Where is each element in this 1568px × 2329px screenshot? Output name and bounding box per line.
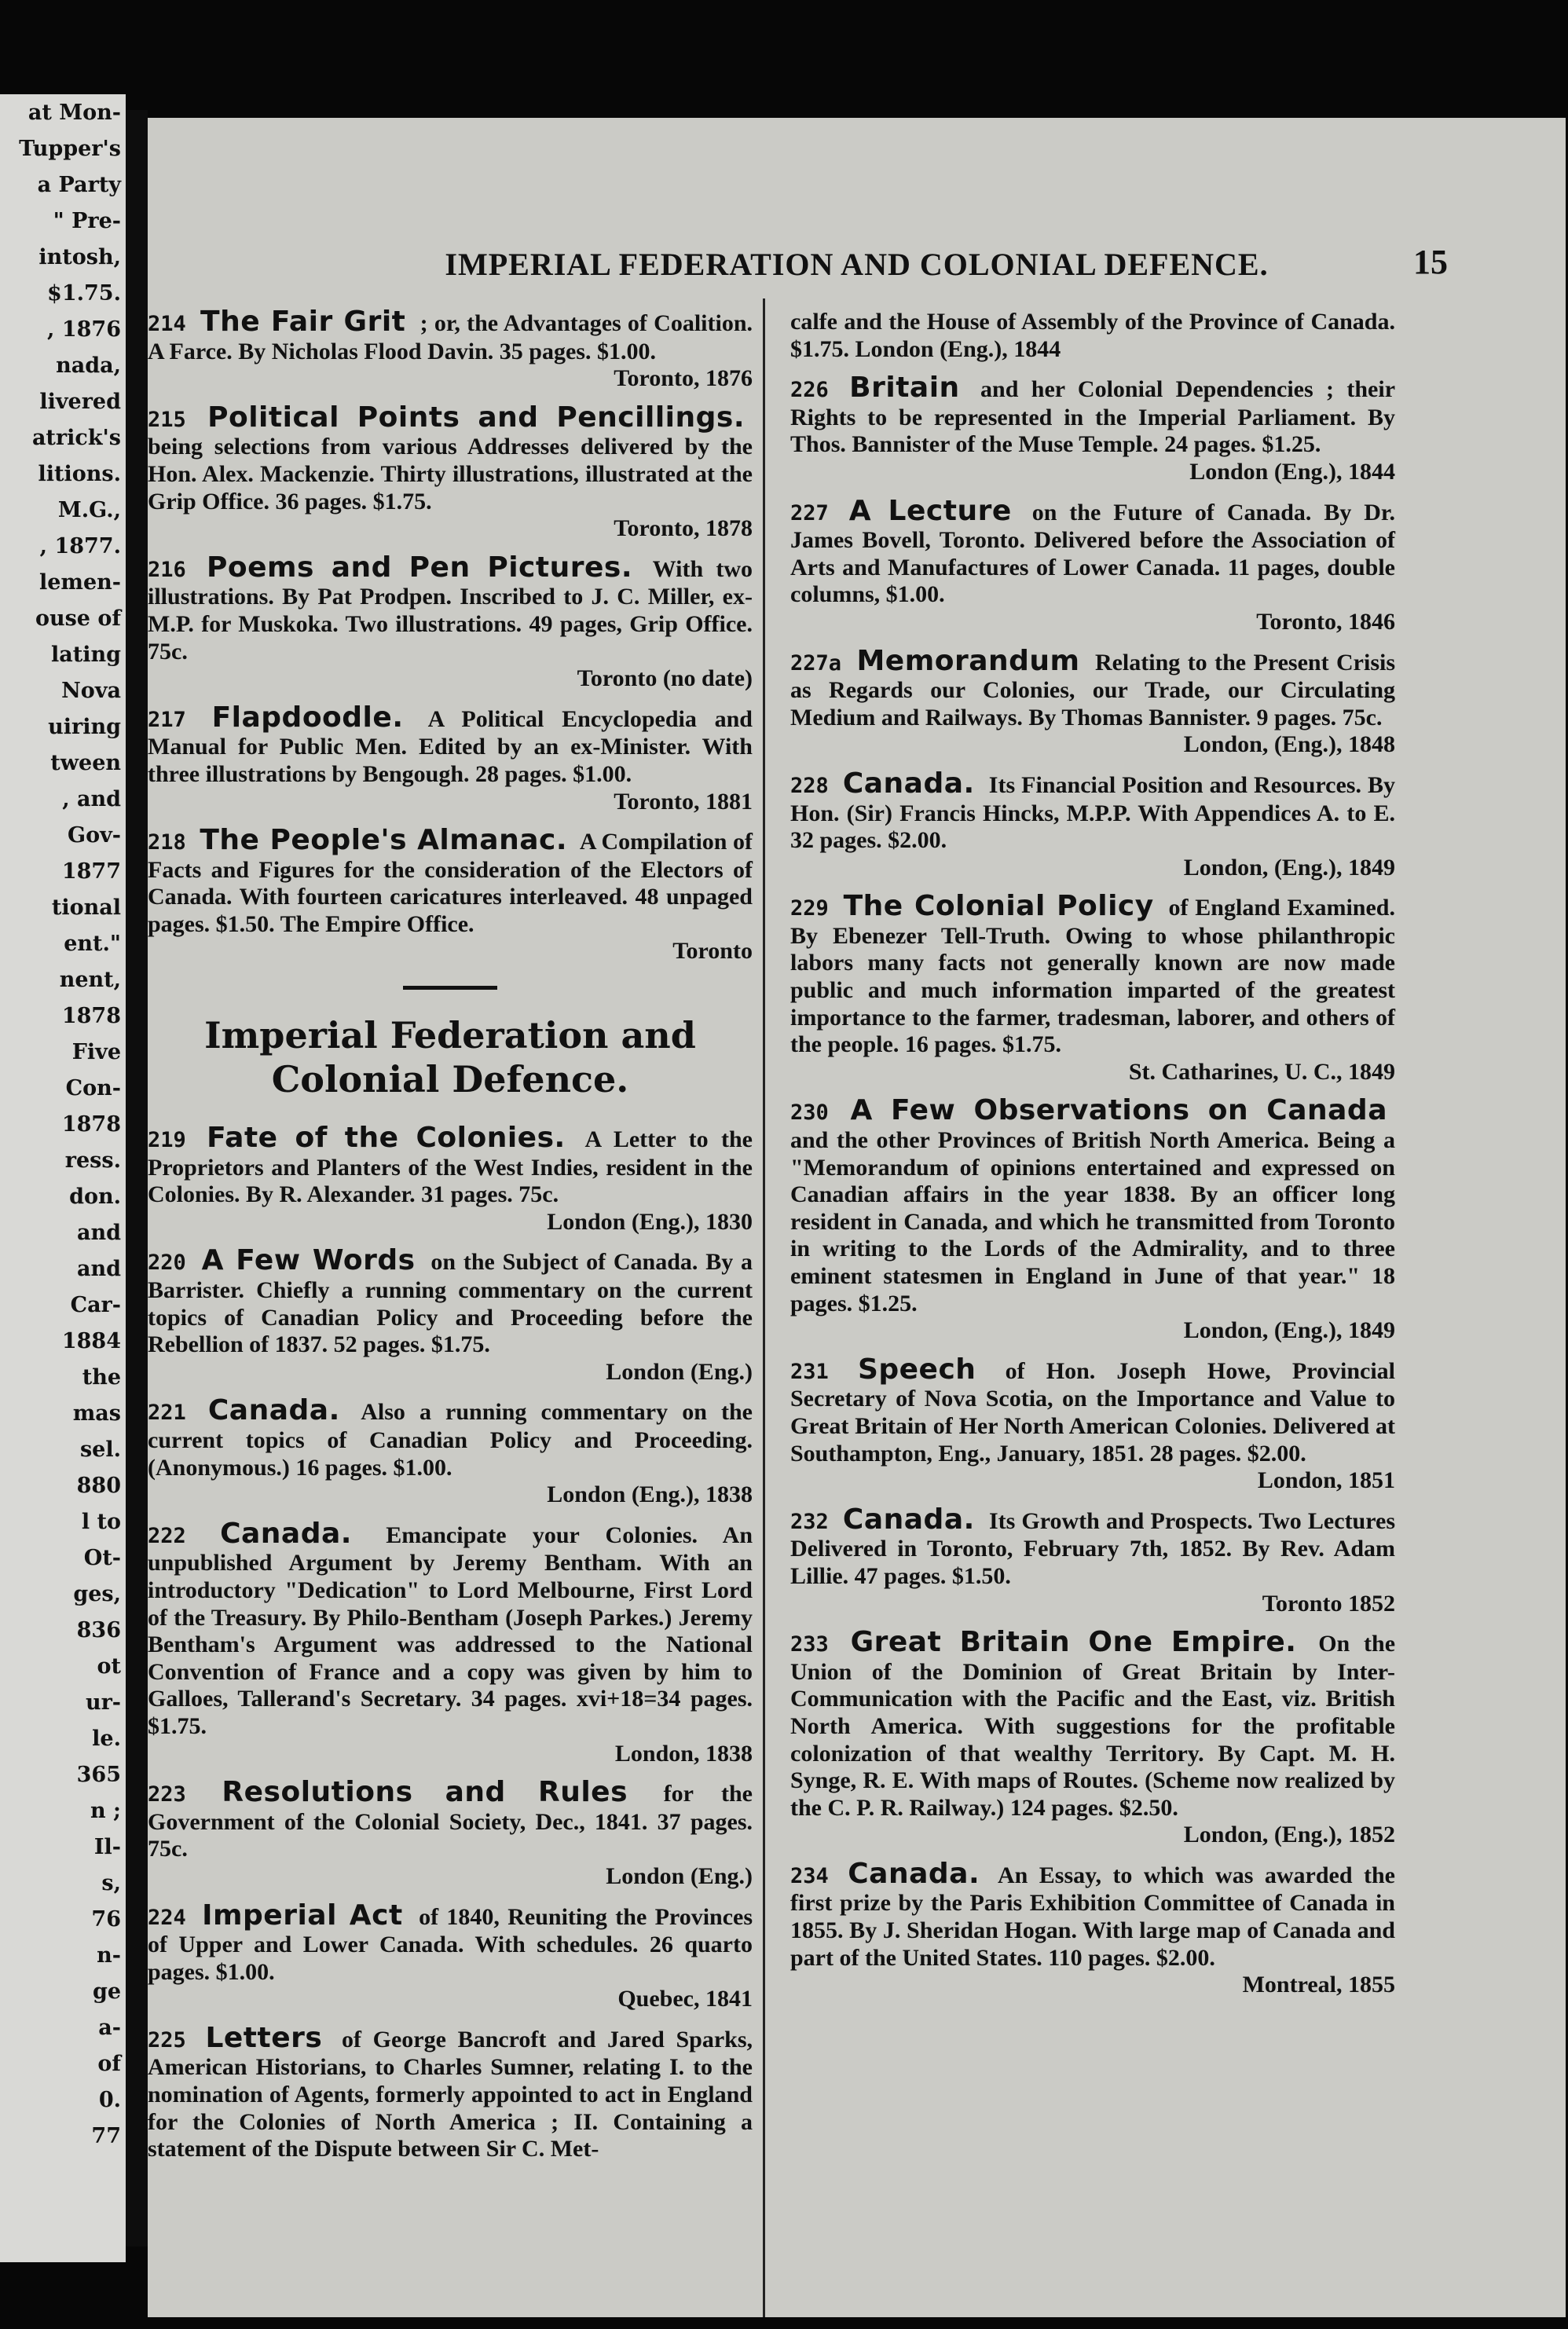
adjacent-page-fragment: ouse of xyxy=(35,606,121,631)
entry-body: being selections from various Addresses delivered by the Hon. Alex. Mackenzie. Thirty illustrations, illustrated at the Grip Office. 36 pages. $1.75. xyxy=(148,434,753,515)
adjacent-page-fragment: Car- xyxy=(70,1293,121,1317)
entry-number: 231 xyxy=(790,1359,829,1384)
entry-body: of Hon. Joseph Howe, Provincial Secretary of Nova Scotia, on the Importance and Value to Great Britain of Her North American Colonies. Delivered at Southampton, Eng., January, 1851. 28 pages. $2.00. xyxy=(790,1357,1395,1467)
right-column-entries xyxy=(790,372,1396,1999)
adjacent-page-fragment: livered xyxy=(39,390,121,414)
column-rule xyxy=(763,298,765,2317)
entry-title: The Fair Grit xyxy=(200,306,406,338)
adjacent-page-fragment: $1.75. xyxy=(47,281,121,306)
adjacent-page-fragment: a Party xyxy=(37,173,121,197)
entry-imprint: London (Eng.) xyxy=(606,1358,753,1385)
entry-title: A Few Observations on Canada xyxy=(850,1094,1387,1127)
catalog-entry xyxy=(148,824,753,965)
catalog-entry xyxy=(790,1857,1395,1999)
adjacent-page-fragment: intosh, xyxy=(38,245,121,269)
entry-body: Emancipate your Colonies. An unpublished Argument by Jeremy Bentham. With an introductory "Dedication" to Lord Melbourne, First Lord of the Treasury. By Philo-Bentham (Joseph Parkes.) Jeremy Bentham's Argument was addressed to the National Convention of France and a copy was given by him to Galloes, Tallerand's Secretary. 34 pages. xvi+18=34 pages. $1.75. xyxy=(148,1522,753,1739)
adjacent-page-fragment: Five xyxy=(71,1040,121,1064)
adjacent-page-fragment: ur- xyxy=(85,1690,121,1715)
catalog-entry xyxy=(790,890,1395,1086)
catalog-entry xyxy=(148,2021,753,2163)
entries-before-section xyxy=(148,306,753,965)
entry-body: Also a running commentary on the current topics of Canadian Policy and Proceeding. (Anonymous.) 16 pages. $1.00. xyxy=(148,1399,753,1481)
entry-number: 214 xyxy=(148,312,186,336)
adjacent-page-fragment: 1878 xyxy=(61,1004,121,1028)
adjacent-page-fragment: Tupper's xyxy=(19,137,121,161)
adjacent-page-fragment: ge xyxy=(92,1979,121,2004)
section-heading: Imperial Federation and Colonial Defence. xyxy=(204,1014,696,1101)
entry-body: of 1840, Reuniting the Provinces of Upper and Lower Canada. With schedules. 26 quarto pages. $1.00. xyxy=(148,1903,753,1985)
adjacent-page-fragment: le. xyxy=(92,1727,121,1751)
adjacent-page-fragment: 836 xyxy=(76,1618,121,1642)
entry-imprint: London, (Eng.), 1852 xyxy=(1183,1822,1395,1848)
entry-number: 233 xyxy=(790,1632,829,1657)
entry-title: A Lecture xyxy=(848,494,1012,527)
entry-number: 215 xyxy=(148,407,186,432)
entry-title: Canada. xyxy=(220,1517,352,1550)
entry-imprint: Toronto (no date) xyxy=(577,665,753,692)
entry-imprint: St. Catharines, U. C., 1849 xyxy=(1128,1058,1395,1085)
catalog-entry xyxy=(790,1353,1395,1495)
entry-title: Political Points and Pencillings. xyxy=(207,401,745,434)
adjacent-page-fragment: 880 xyxy=(76,1474,121,1498)
entry-body: ; or, the Advantages of Coalition. A Farce. By Nicholas Flood Davin. 35 pages. $1.00. xyxy=(148,310,753,364)
adjacent-page-fragment: Con- xyxy=(65,1076,121,1100)
catalog-entry xyxy=(790,1503,1396,1617)
entry-number: 220 xyxy=(148,1251,186,1276)
catalog-entry xyxy=(790,1094,1395,1344)
catalog-entry xyxy=(790,767,1396,881)
catalog-entry xyxy=(148,1776,753,1890)
right-column xyxy=(790,309,1395,2011)
adjacent-page-fragment: Il- xyxy=(93,1835,121,1859)
adjacent-page-fragment: atrick's xyxy=(31,426,121,450)
entry-number: 219 xyxy=(148,1128,186,1153)
entry-body: On the Union of the Dominion of Great Britain by Inter-Communication with the Pacific and the East, viz. British North America. With suggestions for the profitable colonization of that wealthy Territory. By Capt. M. H. Synge, R. E. With maps of Routes. (Scheme now realized by the C. P. R. Railway.) 124 pages. $2.50. xyxy=(790,1631,1396,1821)
entry-body: With two illustrations. By Pat Prodpen. Inscribed to J. C. Miller, ex-M.P. for Muskoka. Two illustrations. 49 pages, Grip Office. 75c. xyxy=(148,555,753,665)
entry-number: 223 xyxy=(148,1782,186,1807)
adjacent-page-fragment: a- xyxy=(98,2016,121,2040)
section-divider xyxy=(403,986,497,990)
book-gutter xyxy=(126,110,148,2247)
entry-imprint: London (Eng.), 1844 xyxy=(1189,458,1395,485)
entry-imprint: London, 1838 xyxy=(614,1740,753,1767)
adjacent-page-fragment: ress. xyxy=(64,1148,121,1173)
entry-title: Canada. xyxy=(207,1394,340,1427)
entry-body: An Essay, to which was awarded the first prize by the Paris Exhibition Committee of Canada in 1855. By J. Sheridan Hogan. With large map of Canada and part of the United States. 110 pages. $2.00. xyxy=(790,1862,1395,1971)
entry-imprint: Toronto, 1881 xyxy=(614,788,753,815)
entry-imprint: Toronto 1852 xyxy=(1262,1590,1395,1617)
adjacent-page-fragment: uiring xyxy=(48,715,121,739)
entry-number: 227 xyxy=(790,500,829,525)
entry-body: on the Future of Canada. By Dr. James Bovell, Toronto. Delivered before the Association of Arts and Manufactures of Lower Canada. 11 pages, double columns, $1.00. xyxy=(790,499,1395,608)
entry-number: 228 xyxy=(790,773,829,798)
adjacent-page-fragment: 365 xyxy=(76,1763,121,1787)
adjacent-page-fragment: don. xyxy=(69,1185,121,1209)
entry-body: for the Government of the Colonial Society, Dec., 1841. 37 pages. 75c. xyxy=(148,1781,753,1862)
continued-entry-text: calfe and the House of Assembly of the Province of Canada. $1.75. London (Eng.), 1844 xyxy=(790,309,1395,362)
entry-number: 224 xyxy=(148,1905,186,1930)
entry-imprint: London, (Eng.), 1848 xyxy=(1183,731,1395,758)
entry-body: on the Subject of Canada. By a Barrister. Chiefly a running commentary on the current topics of Canadian Policy and Proceeding before the Rebellion of 1837. 52 pages. $1.75. xyxy=(148,1249,753,1358)
entry-body: Relating to the Present Crisis as Regards our Colonies, our Trade, our Circulating Medium and Railways. By Thomas Bannister. 9 pages. 75c. xyxy=(790,649,1396,731)
entry-title: Great Britain One Empire. xyxy=(850,1626,1297,1659)
adjacent-page-fragment: 1878 xyxy=(61,1112,121,1137)
adjacent-page-fragment: Gov- xyxy=(68,823,121,848)
entry-body: and the other Provinces of British North America. Being a "Memorandum of opinions entertained and expressed on Canadian affairs in the year 1838. By an officer long resident in Canada, and which he transmitted from Toronto in writing to the Lords of the Admirality, and to three eminent statesmen in England in June of that year." 18 pages. $1.25. xyxy=(790,1127,1395,1316)
entry-body: of England Examined. By Ebenezer Tell-Truth. Owing to whose philanthropic labors many facts not generally known are now made public and much information imparted of the greatest importance to the farmer, tradesman, laborer, and others of the people. 16 pages. $1.75. xyxy=(790,895,1395,1058)
entry-imprint: Montreal, 1855 xyxy=(1242,1972,1395,1998)
adjacent-page-fragment: mas xyxy=(72,1401,121,1426)
entry-title: Memorandum xyxy=(856,644,1080,677)
catalog-entry xyxy=(790,494,1395,636)
catalog-entry xyxy=(148,306,753,393)
entry-title: Poems and Pen Pictures. xyxy=(207,551,632,584)
adjacent-page-fragment: nent, xyxy=(59,968,121,992)
entry-number: 222 xyxy=(148,1523,186,1548)
adjacent-page-fragment: the xyxy=(82,1365,121,1390)
entry-imprint: Toronto, 1876 xyxy=(614,365,753,392)
entry-body: of George Bancroft and Jared Sparks, American Historians, to Charles Sumner, relating I. to the nomination of Agents, formerly appointed to act in England for the Colonies of North America ; II. Containing a statement of the Dispute between Sir C. Met- xyxy=(148,2026,753,2162)
page-number: 15 xyxy=(1413,243,1448,281)
entry-number: 234 xyxy=(790,1863,829,1888)
adjacent-page-fragment: 77 xyxy=(91,2124,121,2148)
adjacent-page-fragment: ges, xyxy=(73,1582,121,1606)
entry-imprint: London, 1851 xyxy=(1257,1467,1395,1494)
entry-title: Imperial Act xyxy=(202,1899,403,1932)
adjacent-page-fragment: l to xyxy=(81,1510,121,1534)
entry-number: 221 xyxy=(148,1401,186,1426)
entry-body: A Political Encyclopedia and Manual for Public Men. Edited by an ex-Minister. With three illustrations by Bengough. 28 pages. $1.00. xyxy=(148,705,753,787)
entry-title: Canada. xyxy=(848,1857,980,1890)
catalog-entry xyxy=(790,644,1396,759)
adjacent-page-fragment: " Pre- xyxy=(53,209,121,233)
catalog-entry xyxy=(148,401,753,543)
entry-title: Canada. xyxy=(842,1503,975,1536)
adjacent-page-fragment: Nova xyxy=(61,679,121,703)
catalog-entry xyxy=(148,1899,753,2013)
adjacent-page-fragment: 76 xyxy=(91,1907,121,1932)
adjacent-page-fragment: 1877 xyxy=(61,859,121,884)
entry-imprint: Quebec, 1841 xyxy=(617,1986,753,2012)
adjacent-page-fragment: and xyxy=(76,1221,121,1245)
adjacent-page-fragment: litions. xyxy=(38,462,121,486)
catalog-entry xyxy=(148,701,753,815)
adjacent-page-fragment: ent." xyxy=(64,932,121,956)
entry-title: Flapdoodle. xyxy=(211,701,404,734)
entry-imprint: London, (Eng.), 1849 xyxy=(1183,1317,1395,1344)
adjacent-page-fragment: , 1876 xyxy=(47,317,121,342)
adjacent-page-fragment: ot xyxy=(97,1654,121,1679)
catalog-entry xyxy=(148,1394,753,1508)
adjacent-page-fragment: M.G., xyxy=(57,498,121,522)
entry-number: 227a xyxy=(790,650,842,676)
adjacent-page-fragment: n ; xyxy=(90,1799,121,1823)
adjacent-page-fragment: of xyxy=(97,2052,121,2076)
adjacent-page-fragment: 1884 xyxy=(61,1329,121,1353)
entry-body: and her Colonial Dependencies ; their Rights to be represented in the Imperial Parliament. By Thos. Bannister of the Muse Temple. 24 pages. $1.25. xyxy=(790,376,1396,458)
entry-title: Fate of the Colonies. xyxy=(207,1122,566,1155)
catalog-entry xyxy=(790,372,1396,485)
entry-imprint: Toronto, 1878 xyxy=(614,515,753,542)
entry-body: Its Financial Position and Resources. By Hon. (Sir) Francis Hincks, M.P.P. With Appendices A. to E. 32 pages. $2.00. xyxy=(790,771,1396,854)
catalog-entry xyxy=(148,551,753,693)
entry-number: 230 xyxy=(790,1100,829,1126)
entry-number: 225 xyxy=(148,2027,186,2053)
adjacent-page-fragment: Ot- xyxy=(83,1546,121,1570)
book-page xyxy=(148,118,1566,2317)
adjacent-page-fragment: n- xyxy=(97,1943,121,1968)
entry-number: 218 xyxy=(148,830,186,855)
entry-imprint: Toronto, 1846 xyxy=(1256,608,1395,635)
adjacent-page-fragment: and xyxy=(76,1257,121,1281)
entry-number: 217 xyxy=(148,707,186,732)
entry-body: A Compilation of Facts and Figures for the consideration of the Electors of Canada. With fourteen caricatures interleaved. 48 unpaged pages. $1.50. The Empire Office. xyxy=(148,829,753,937)
adjacent-page-edge xyxy=(0,94,126,2262)
adjacent-page-fragment: nada, xyxy=(56,353,121,378)
catalog-entry xyxy=(790,1626,1396,1849)
adjacent-page-fragment: tween xyxy=(50,751,121,775)
adjacent-page-fragment: s, xyxy=(101,1871,121,1895)
entry-body: Its Growth and Prospects. Two Lectures Delivered in Toronto, February 7th, 1852. By Rev. Adam Lillie. 47 pages. $1.50. xyxy=(790,1507,1396,1589)
entry-imprint: London (Eng.) xyxy=(606,1862,753,1889)
adjacent-page-fragment: lemen- xyxy=(38,570,121,595)
entry-title: Speech xyxy=(857,1353,976,1386)
left-column xyxy=(148,306,753,2175)
adjacent-page-fragment: , and xyxy=(62,787,121,811)
entry-title: Resolutions and Rules xyxy=(222,1776,628,1809)
running-head: IMPERIAL FEDERATION AND COLONIAL DEFENCE. xyxy=(445,247,1269,282)
entry-title: The People's Almanac. xyxy=(200,824,568,857)
adjacent-page-fragment: lating xyxy=(51,643,121,667)
adjacent-page-fragment: , 1877. xyxy=(39,534,121,558)
catalog-entry xyxy=(148,1122,753,1236)
adjacent-page-fragment: tional xyxy=(51,895,121,920)
entry-imprint: Toronto xyxy=(672,938,753,965)
entry-title: Letters xyxy=(205,2021,323,2054)
catalog-entry xyxy=(148,1244,753,1386)
entry-number: 216 xyxy=(148,557,186,582)
adjacent-page-fragment: 0. xyxy=(98,2088,121,2112)
entry-imprint: London (Eng.), 1830 xyxy=(547,1208,753,1235)
entry-number: 229 xyxy=(790,896,829,921)
entry-title: Canada. xyxy=(842,767,975,800)
entry-number: 232 xyxy=(790,1509,829,1534)
entries-after-section xyxy=(148,1122,753,2163)
adjacent-page-fragment: sel. xyxy=(79,1437,121,1462)
adjacent-page-fragment: at Mon- xyxy=(27,101,121,125)
entry-imprint: London, (Eng.), 1849 xyxy=(1183,854,1395,881)
entry-body: A Letter to the Proprietors and Planters of the West Indies, resident in the Colonies. By R. Alexander. 31 pages. 75c. xyxy=(148,1126,753,1208)
entry-title: Britain xyxy=(849,372,960,405)
catalog-entry xyxy=(148,1517,753,1767)
entry-title: The Colonial Policy xyxy=(843,890,1154,923)
entry-imprint: London (Eng.), 1838 xyxy=(547,1481,753,1508)
entry-number: 226 xyxy=(790,378,829,403)
entry-title: A Few Words xyxy=(201,1244,416,1277)
